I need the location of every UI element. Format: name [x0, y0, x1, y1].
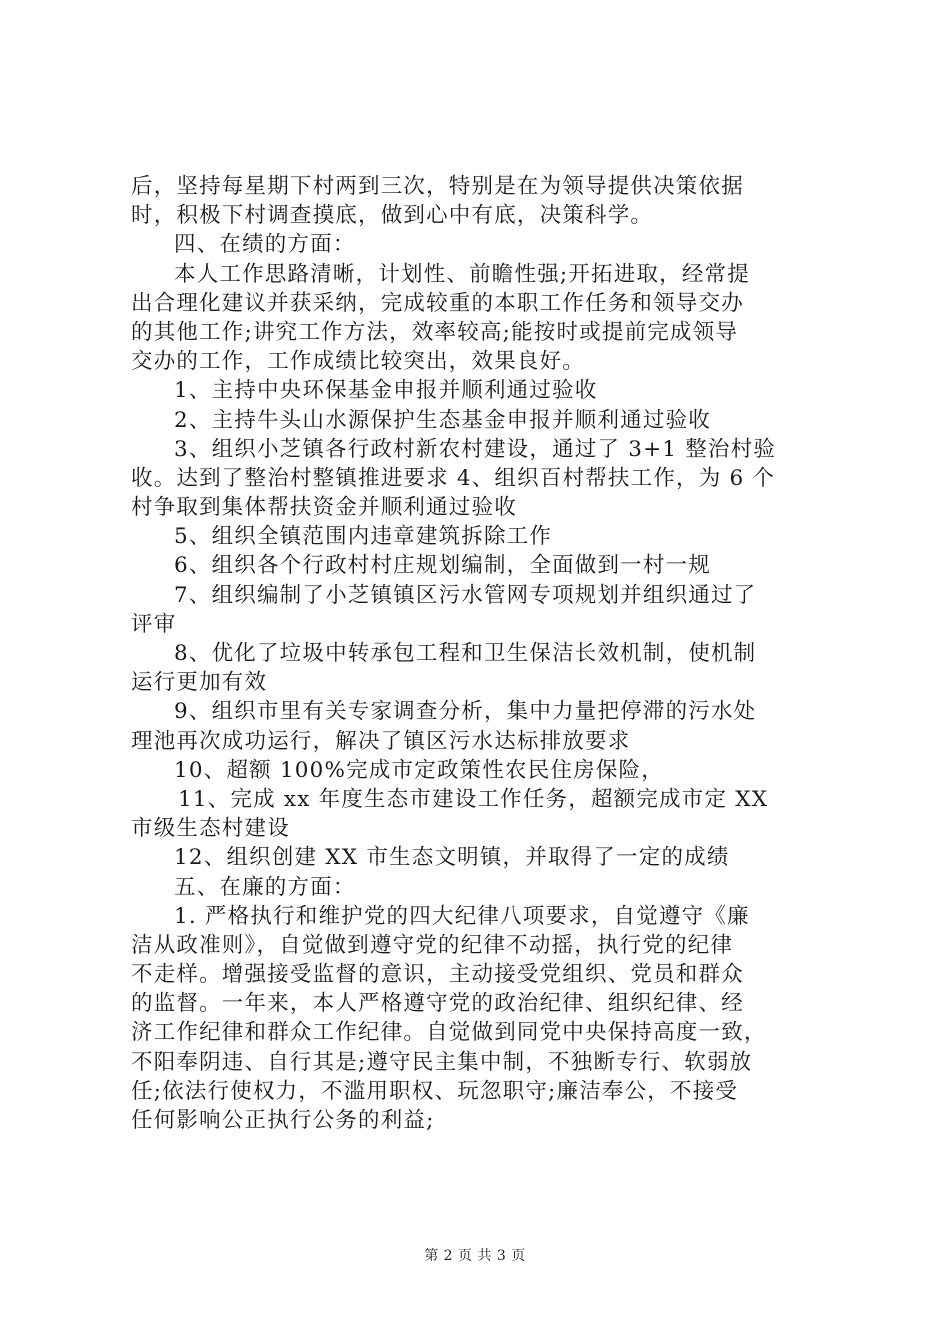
- text-line: 评审: [131, 611, 177, 637]
- text-line: 市级生态村建设: [131, 816, 290, 842]
- list-item: 3、组织小芝镇各行政村新农村建设，通过了 3+1 整治村验: [174, 436, 777, 462]
- text-line: 收。达到了整治村整镇推进要求 4、组织百村帮扶工作，为 6 个: [131, 465, 776, 491]
- text-line: 洁从政准则》，自觉做到遵守党的纪律不动摇，执行党的纪律: [131, 932, 734, 958]
- text-line: 交办的工作，工作成绩比较突出，效果良好。: [131, 349, 586, 375]
- text-line: 济工作纪律和群众工作纪律。自觉做到同党中央保持高度一致，: [131, 1020, 767, 1046]
- list-item: 7、组织编制了小芝镇镇区污水管网专项规划并组织通过了: [174, 582, 757, 608]
- text-line: 时，积极下村调查摸底，做到心中有底，决策科学。: [131, 203, 654, 229]
- list-item: 9、组织市里有关专家调查分析，集中力量把停滞的污水处: [174, 699, 757, 725]
- text-line: 出合理化建议并获采纳，完成较重的本职工作任务和领导交办: [131, 290, 744, 316]
- list-item: 8、优化了垃圾中转承包工程和卫生保洁长效机制，使机制: [174, 641, 757, 666]
- text-line: 不走样。增强接受监督的意识，主动接受党组织、党员和群众: [131, 962, 744, 988]
- list-item: 12、组织创建 XX 市生态文明镇，并取得了一定的成绩: [174, 845, 730, 871]
- text-line: 的其他工作;讲究工作方法，效率较高;能按时或提前完成领导: [131, 319, 739, 345]
- document-body: [131, 172, 831, 1135]
- text-line: 村争取到集体帮扶资金并顺利通过验收: [131, 495, 517, 521]
- list-item: 1. 严格执行和维护党的四大纪律八项要求，自觉遵守《廉: [174, 903, 750, 929]
- list-item: 10、超额 100%完成市定政策性农民住房保险，: [174, 757, 664, 783]
- list-item: 11、完成 xx 年度生态市建设工作任务，超额完成市定 XX: [178, 786, 769, 812]
- list-item: 5、组织全镇范围内违章建筑拆除工作: [174, 524, 553, 550]
- list-item: 6、组织各个行政村村庄规划编制，全面做到一村一规: [174, 553, 711, 579]
- text-line: 本人工作思路清晰，计划性、前瞻性强;开拓进取，经常提: [174, 261, 750, 287]
- text-line: 运行更加有效: [131, 670, 268, 696]
- list-item: 2、主持牛头山水源保护生态基金申报并顺利通过验收: [174, 407, 711, 433]
- text-line: 不阳奉阴违、自行其是;遵守民主集中制，不独断专行、软弱放: [131, 1049, 753, 1075]
- text-line: 任何影响公正执行公务的利益;: [131, 1108, 435, 1133]
- text-line: 后，坚持每星期下村两到三次，特别是在为领导提供决策依据: [131, 174, 744, 199]
- section-heading: 五、在廉的方面：: [174, 874, 356, 900]
- page-number: 第 2 页 共 3 页: [424, 1248, 526, 1264]
- text-line: 任;依法行使权力，不滥用职权、玩忽职守;廉洁奉公，不接受: [131, 1078, 739, 1104]
- text-line: 的监督。一年来，本人严格遵守党的政治纪律、组织纪律、经: [131, 991, 744, 1017]
- page-footer: [0, 1245, 950, 1265]
- section-heading: 四、在绩的方面：: [174, 232, 356, 258]
- list-item: 1、主持中央环保基金申报并顺利通过验收: [174, 378, 598, 404]
- text-line: 理池再次成功运行，解决了镇区污水达标排放要求: [131, 728, 631, 754]
